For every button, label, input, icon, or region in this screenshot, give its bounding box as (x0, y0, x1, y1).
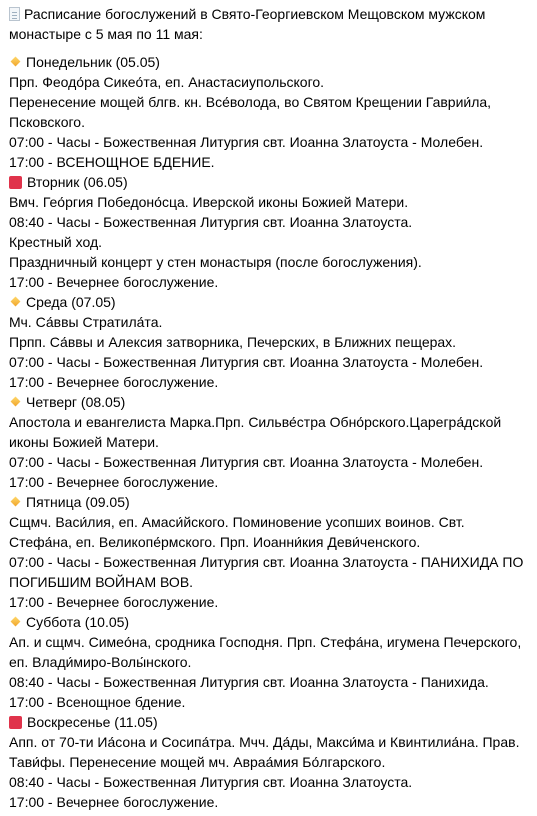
day-line: 07:00 - Часы - Божественная Литургия свт. Иоанна Златоуста - ПАНИХИДА ПО (9, 554, 524, 570)
post-title-text: Расписание богослужений в Свято-Георгиевском Мещовском мужском (24, 6, 486, 22)
day-line: 08:40 - Часы - Божественная Литургия свт. Иоанна Златоуста. (9, 214, 413, 230)
day-header (9, 172, 537, 192)
orange-diamond-icon (12, 498, 20, 506)
day-line: 07:00 - Часы - Божественная Литургия свт. Иоанна Златоуста - Молебен. (9, 454, 484, 470)
day-block (9, 612, 537, 712)
day-header-text: Понедельник (05.05) (26, 54, 160, 70)
red-square-icon (9, 716, 22, 729)
days-list (9, 52, 537, 812)
day-line: Мч. Са́ввы Стратила́та. (9, 314, 163, 330)
day-line: Вмч. Гео́ргия Победоно́сца. Иверской иконы Божией Матери. (9, 194, 409, 210)
day-line: Псковского. (9, 114, 85, 130)
day-block (9, 52, 537, 172)
day-line: 17:00 - ВСЕНОЩНОЕ БДЕНИЕ. (9, 154, 215, 170)
orange-diamond-icon (12, 618, 20, 626)
document-icon (9, 7, 20, 21)
day-header-text: Воскресенье (11.05) (27, 714, 158, 730)
day-header-text: Вторник (06.05) (27, 174, 128, 190)
day-block (9, 712, 537, 812)
day-line: еп. Влади́миро-Волы́нского. (9, 654, 192, 670)
post-title-line-2: монастыре с 5 мая по 11 мая: (9, 26, 203, 42)
day-line: 17:00 - Всенощное бдение. (9, 694, 186, 710)
day-line: Праздничный концерт у стен монастыря (после богослужения). (9, 254, 422, 270)
day-header-text: Среда (07.05) (26, 294, 116, 310)
orange-diamond-icon (12, 298, 20, 306)
day-line: Стефа́на, еп. Великопе́рмского. Прп. Иоанни́кия Деви́ченского. (9, 534, 421, 550)
day-block (9, 172, 537, 292)
day-header (9, 612, 537, 632)
day-line: 17:00 - Вечернее богослужение. (9, 594, 219, 610)
day-header (9, 392, 537, 412)
day-line: иконы Божией Матери. (9, 434, 159, 450)
day-line: 08:40 - Часы - Божественная Литургия свт. Иоанна Златоуста - Панихида. (9, 674, 489, 690)
day-line: 17:00 - Вечернее богослужение. (9, 474, 219, 490)
day-line: Крестный ход. (9, 234, 103, 250)
day-line: 17:00 - Вечернее богослужение. (9, 274, 219, 290)
orange-diamond-icon (12, 58, 20, 66)
day-line: 07:00 - Часы - Божественная Литургия свт. Иоанна Златоуста - Молебен. (9, 354, 484, 370)
day-header-text: Четверг (08.05) (26, 394, 126, 410)
day-block (9, 392, 537, 492)
day-line: Апп. от 70-ти Иа́сона и Сосипа́тра. Мчч. Да́ды, Макси́ма и Квинтилиа́на. Прав. (9, 734, 520, 750)
day-line: Ап. и сщмч. Симео́на, сродника Господня. Прп. Стефа́на, игумена Печерского, (9, 634, 522, 650)
day-header (9, 292, 537, 312)
day-line: 17:00 - Вечернее богослужение. (9, 374, 219, 390)
day-line: Прпп. Са́ввы и Алексия затворника, Печерских, в Ближних пещерах. (9, 334, 457, 350)
orange-diamond-icon (12, 398, 20, 406)
post-title (9, 4, 537, 24)
day-line: 07:00 - Часы - Божественная Литургия свт. Иоанна Златоуста - Молебен. (9, 134, 484, 150)
red-square-icon (9, 176, 22, 189)
day-line: 08:40 - Часы - Божественная Литургия свт. Иоанна Златоуста. (9, 774, 413, 790)
day-line: Апостола и евангелиста Марка.Прп. Сильве́стра Обно́рского.Царегра́дской (9, 414, 502, 430)
day-line: 17:00 - Вечернее богослужение. (9, 794, 219, 810)
day-line: Перенесение мощей блгв. кн. Все́волода, во Святом Крещении Гаврии́ла, (9, 94, 492, 110)
day-block (9, 292, 537, 392)
day-line: Прп. Феодо́ра Сикео́та, еп. Анастасиупольского. (9, 74, 325, 90)
day-header-text: Суббота (10.05) (26, 614, 130, 630)
day-header (9, 712, 537, 732)
day-header-text: Пятница (09.05) (26, 494, 130, 510)
day-line: ПОГИБШИМ ВОЙНАМ ВОВ. (9, 574, 194, 590)
day-line: Сщмч. Васи́лия, еп. Амаси́йского. Поминовение усопших воинов. Свт. (9, 514, 465, 530)
day-header (9, 52, 537, 72)
day-line: Тави́фы. Перенесение мощей мч. Авраа́мия Бо́лгарского. (9, 754, 386, 770)
day-header (9, 492, 537, 512)
day-block (9, 492, 537, 612)
